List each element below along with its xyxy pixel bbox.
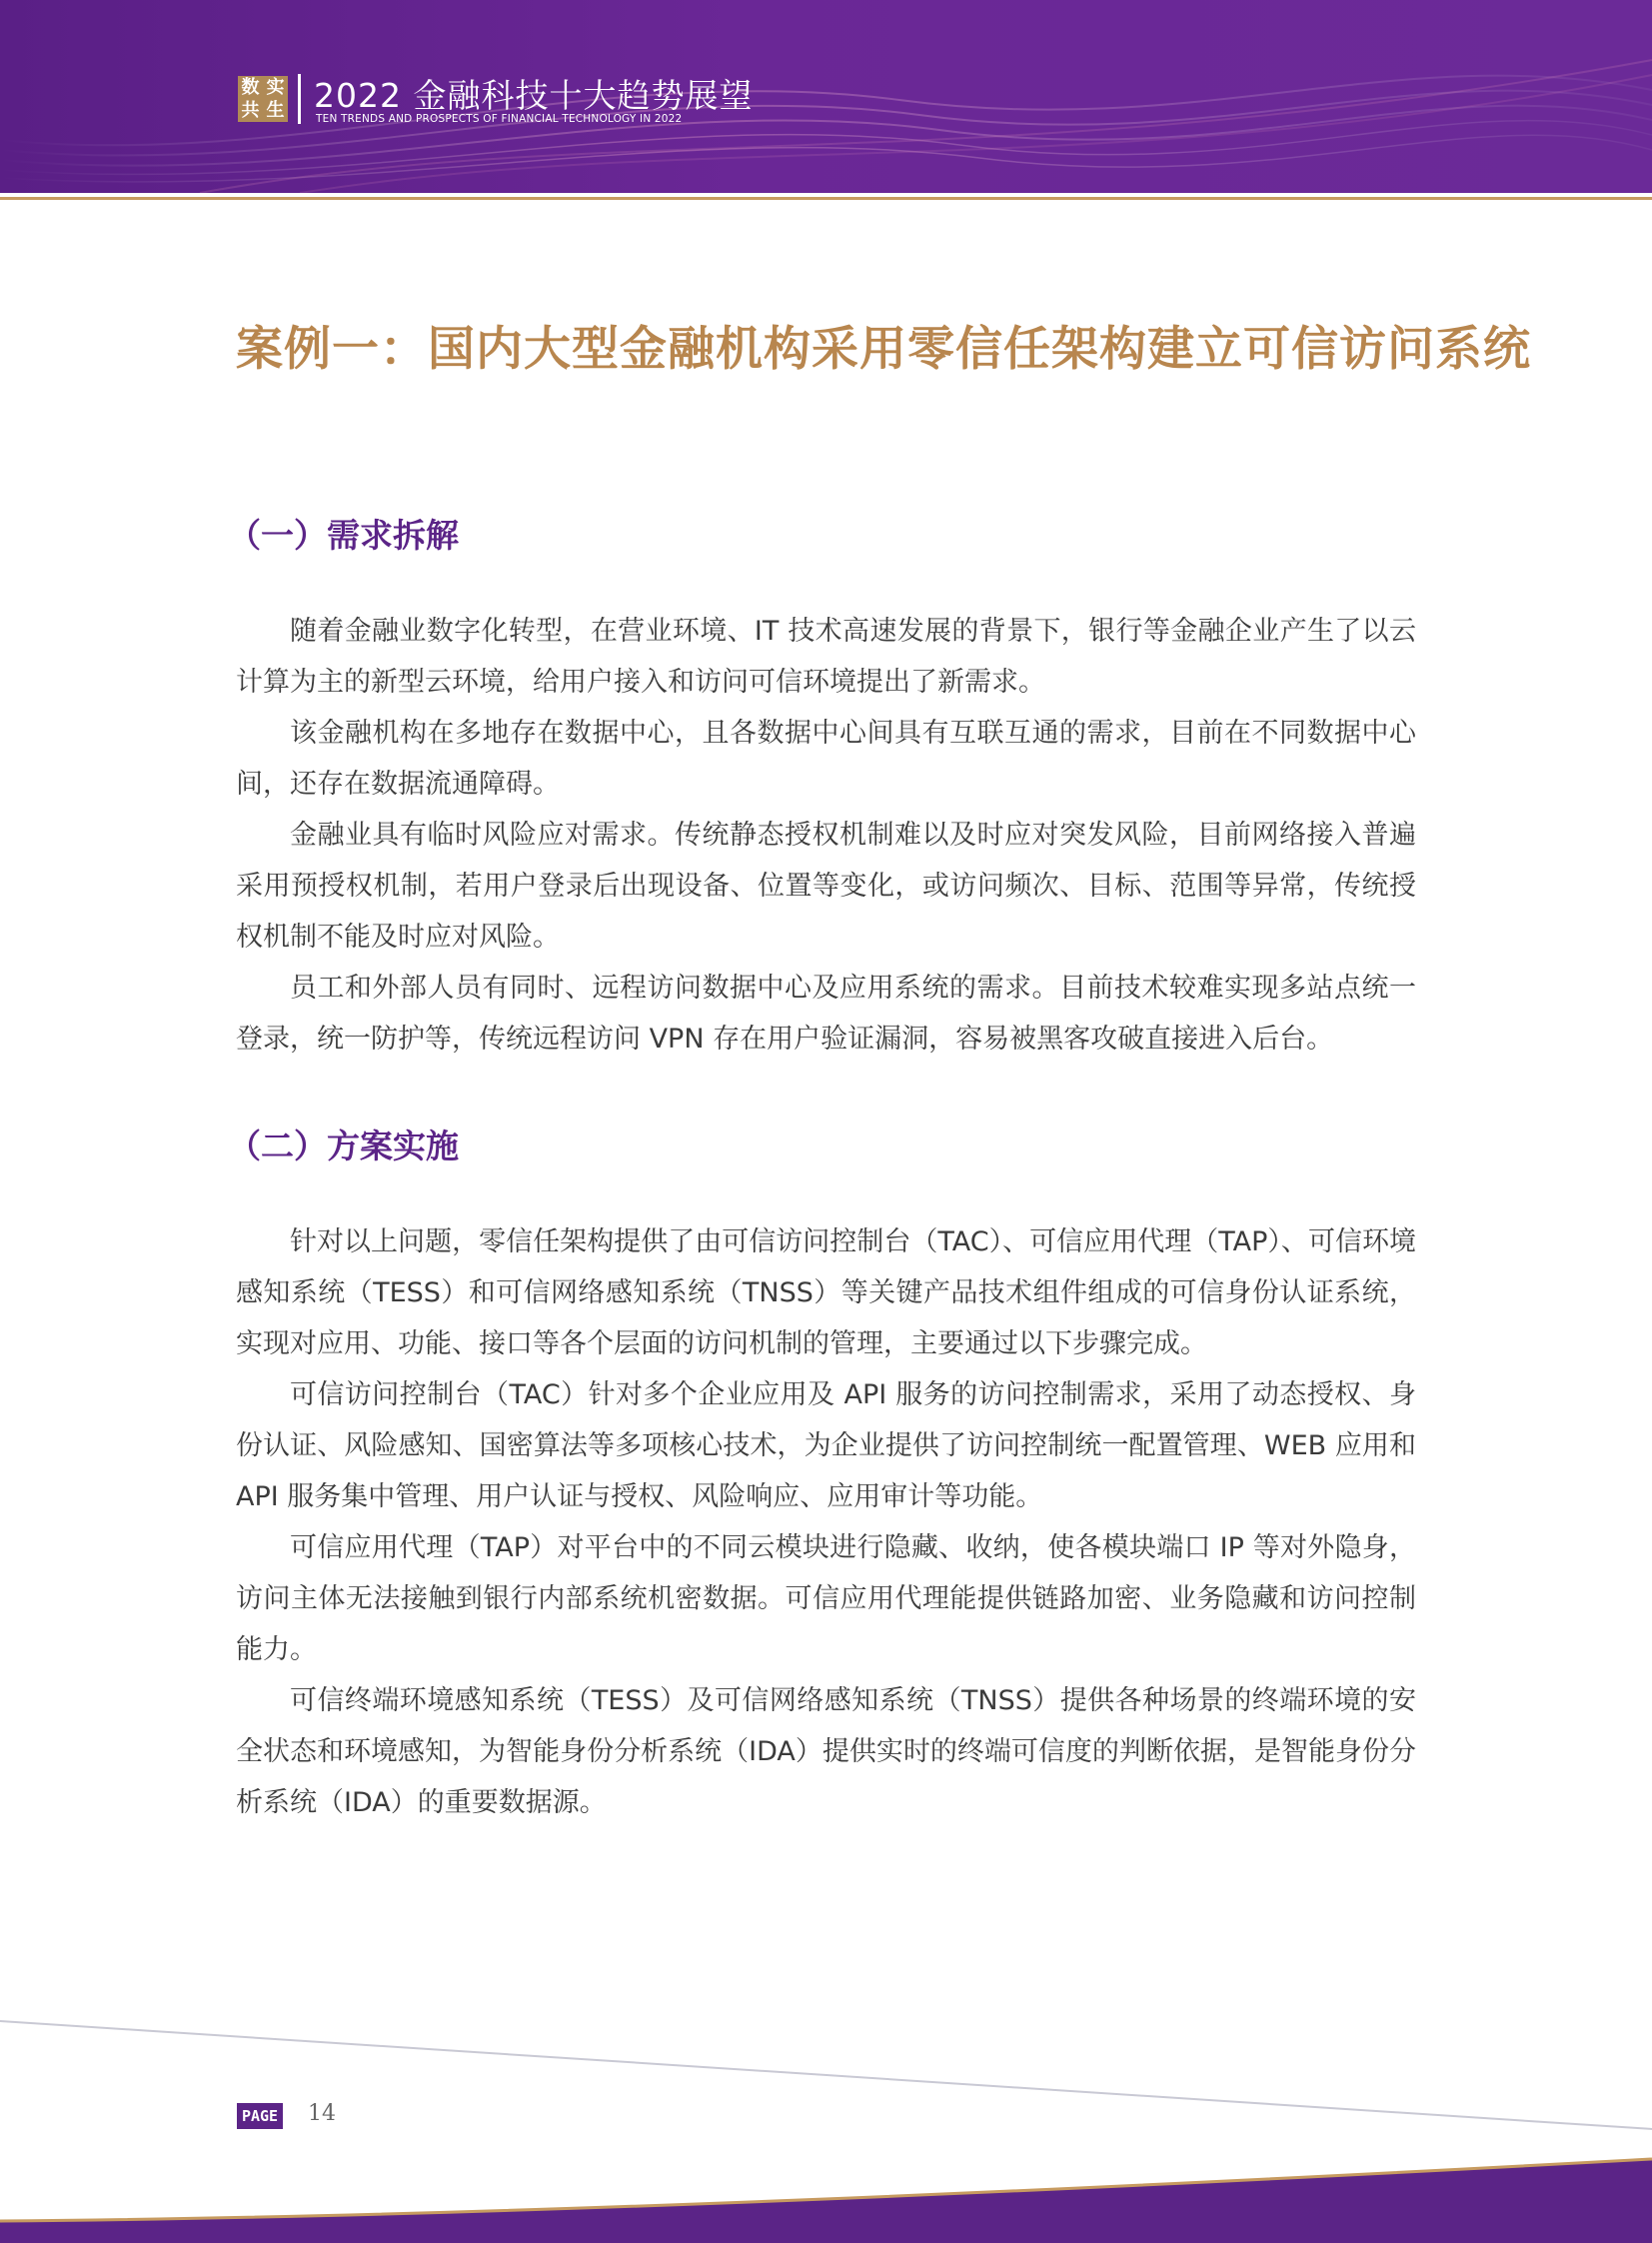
logo-char: 实: [266, 77, 285, 98]
paragraph: 可信访问控制台（TAC）针对多个企业应用及 API 服务的访问控制需求，采用了动态授权、身份认证、风险感知、国密算法等多项核心技术，为企业提供了访问控制统一配置管理、WEB 应用和 API 服务集中管理、用户认证与授权、风险响应、应用审计等功能。: [236, 1379, 1416, 1512]
section-heading-implementation: （二）方案实施: [228, 1126, 459, 1165]
paragraph: 员工和外部人员有同时、远程访问数据中心及应用系统的需求。目前技术较难实现多站点统一登录，统一防护等，传统远程访问 VPN 存在用户验证漏洞，容易被黑客攻破直接进入后台。: [236, 973, 1416, 1055]
logo-char: 数: [241, 77, 260, 98]
page-number: 14: [308, 2101, 336, 2126]
logo-char: 生: [266, 100, 285, 121]
page-label-badge: PAGE: [237, 2103, 283, 2129]
paragraph: 可信应用代理（TAP）对平台中的不同云模块进行隐藏、收纳，使各模块端口 IP 等对外隐身，访问主体无法接触到银行内部系统机密数据。可信应用代理能提供链路加密、业务隐藏和访问控制能力。: [236, 1532, 1416, 1665]
paragraph: 金融业具有临时风险应对需求。传统静态授权机制难以及时应对突发风险，目前网络接入普遍采用预授权机制，若用户登录后出现设备、位置等变化，或访问频次、目标、范围等异常，传统授权机制不能及时应对风险。: [236, 820, 1416, 953]
section-heading-requirements: （一）需求拆解: [228, 516, 459, 555]
report-title: 2022 金融科技十大趋势展望: [314, 76, 754, 115]
header-banner: [0, 0, 1652, 193]
header-accent-line: [0, 197, 1652, 200]
logo: [238, 76, 288, 122]
report-subtitle: TEN TRENDS AND PROSPECTS OF FINANCIAL TECHNOLOGY IN 2022: [316, 113, 683, 125]
paragraph: 该金融机构在多地存在数据中心，且各数据中心间具有互联互通的需求，目前在不同数据中心间，还存在数据流通障碍。: [236, 718, 1416, 800]
paragraph: 针对以上问题，零信任架构提供了由可信访问控制台（TAC）、可信应用代理（TAP）、可信环境感知系统（TESS）和可信网络感知系统（TNSS）等关键产品技术组件组成的可信身份认证系统，实现对应用、功能、接口等各个层面的访问机制的管理，主要通过以下步骤完成。: [236, 1226, 1416, 1359]
logo-char: 共: [241, 100, 260, 121]
case-title: 案例一：国内大型金融机构采用零信任架构建立可信访问系统: [236, 322, 1531, 377]
paragraph: 可信终端环境感知系统（TESS）及可信网络感知系统（TNSS）提供各种场景的终端环境的安全状态和环境感知，为智能身份分析系统（IDA）提供实时的终端可信度的判断依据，是智能身份分析系统（IDA）的重要数据源。: [236, 1685, 1416, 1818]
header-divider: [298, 74, 301, 124]
paragraph: 随着金融业数字化转型，在营业环境、IT 技术高速发展的背景下，银行等金融企业产生了以云计算为主的新型云环境，给用户接入和访问可信环境提出了新需求。: [236, 616, 1416, 698]
